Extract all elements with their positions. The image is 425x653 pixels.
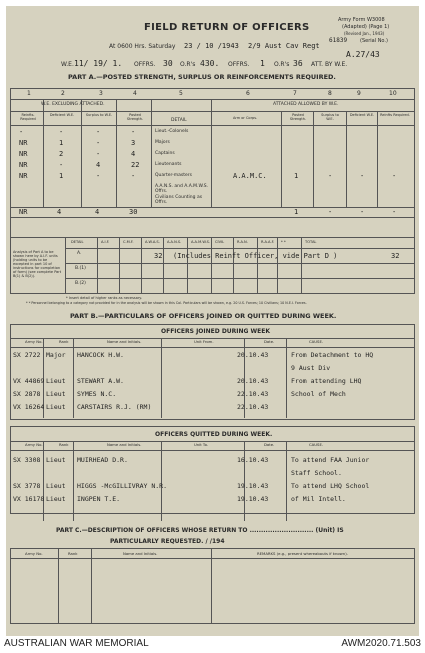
analysis-col-header: A.W.A.S.	[145, 240, 160, 244]
part-c-subtitle: PARTICULARLY REQUESTED. / /194	[110, 538, 225, 545]
analysis-row-a: A.	[77, 251, 82, 256]
return-date: 23 / 10 /1943	[184, 42, 239, 50]
rank: Lieut	[46, 377, 66, 385]
analysis-col-header: * *	[281, 240, 286, 244]
col-header: Date.	[264, 339, 275, 344]
officer-name: STEWART A.W.	[77, 377, 124, 385]
header-posted: Posted Strength.	[126, 113, 144, 121]
date: 22.10.43	[237, 390, 269, 398]
posted-cell: -	[131, 172, 136, 180]
part-c-col-remarks: REMARKS (e.g., present whereabouts if known).	[257, 551, 348, 556]
detail-header: DETAIL	[171, 118, 187, 123]
col-number-3: 3	[99, 90, 103, 97]
rank: Major	[46, 351, 66, 359]
unit-name: 2/9 Aust Cav Regt	[248, 42, 320, 50]
surplus-cell: -	[96, 150, 101, 158]
army-number: VX 16264	[13, 403, 45, 411]
joined-title: OFFICERS JOINED DURING WEEK	[161, 328, 271, 335]
ors-value: 430.	[200, 59, 220, 68]
analysis-col-header: A.A.N.S.	[167, 240, 182, 244]
at-hours-label: At 0600 Hrs. Saturday	[109, 43, 176, 50]
attached-reinfts: -	[392, 172, 397, 180]
reinfts-cell: NR	[19, 161, 28, 169]
rank-detail-label: Quarter-masters	[155, 173, 192, 178]
posted-cell: 22	[131, 161, 140, 169]
ors-label: O.R's	[180, 61, 196, 68]
date: 19.10.43	[237, 495, 269, 503]
group-attached: ATTACHED ALLOWED BY W.E.	[273, 102, 339, 107]
cause: Staff School.	[291, 469, 342, 477]
total-posted: 30	[129, 208, 138, 216]
deficient-cell: 1	[59, 139, 64, 147]
rank-detail-label: Lieutenants	[155, 162, 182, 167]
rank: Lieut	[46, 482, 66, 490]
reinfts-cell: NR	[19, 150, 28, 158]
joined-table	[10, 324, 415, 420]
posted-cell: 4	[131, 150, 136, 158]
footer-institution: AUSTRALIAN WAR MEMORIAL	[4, 638, 149, 649]
col-header: Army No.	[25, 339, 43, 344]
field-return-document	[6, 6, 419, 636]
group-we-excluding: W.E. EXCLUDING ATTACHED.	[41, 102, 105, 107]
posted-cell: 3	[131, 139, 136, 147]
attached-posted: 1	[294, 172, 299, 180]
army-number: SX 2878	[13, 390, 41, 398]
total-deficient: 4	[57, 208, 62, 216]
officer-name: INGPEN T.E.	[77, 495, 121, 503]
army-number: SX 2722	[13, 351, 41, 359]
att-label: ATT. BY W.E.	[311, 61, 348, 68]
col-number-6: 6	[246, 90, 250, 97]
attached-deficient: -	[360, 172, 365, 180]
quitted-table	[10, 426, 415, 514]
ors2-label: O.R's	[274, 61, 290, 68]
surplus-cell: 4	[96, 161, 101, 169]
attached-arm: A.A.M.C.	[233, 172, 267, 180]
col-header: Unit From.	[194, 339, 214, 344]
analysis-aif-value: 32	[154, 252, 163, 260]
deficient-cell: 1	[59, 172, 64, 180]
date: 20.10.43	[237, 377, 269, 385]
analysis-col-header: DETAIL	[71, 240, 84, 244]
army-number: VX 44869	[13, 377, 45, 385]
cause: School of Mech	[291, 390, 346, 398]
col-number-10: 10	[389, 90, 397, 97]
total-att-surplus: -	[328, 208, 333, 216]
army-number: SX 3308	[13, 456, 41, 464]
deficient-cell: 2	[59, 150, 64, 158]
reinfts-cell: NR	[19, 172, 28, 180]
serial-number: 61839	[329, 37, 348, 44]
cause: To attend LHQ School	[291, 482, 370, 490]
analysis-total: 32	[391, 252, 400, 260]
col-header: Name and Initials.	[107, 442, 142, 447]
col-header: CAUSE.	[309, 442, 324, 447]
header-att-posted: Posted Strength.	[289, 113, 307, 121]
footnote-higher-ranks: * Insert detail of higher ranks as necessary.	[66, 296, 142, 300]
col-header: Army No.	[25, 442, 43, 447]
analysis-remark: (Includes Reinft Officer, vide Part D )	[173, 252, 338, 260]
analysis-col-header: R.A.N.	[237, 240, 248, 244]
header-surplus: Surplus to W.E.	[85, 113, 113, 117]
date: 19.10.43	[237, 482, 269, 490]
rank: Lieut	[46, 403, 66, 411]
offrs2-value: 1	[260, 59, 265, 68]
rank: Lieut	[46, 456, 66, 464]
footer-accession: AWM2020.71.503	[341, 638, 421, 649]
form-title: FIELD RETURN OF OFFICERS	[144, 22, 310, 33]
surplus-cell: -	[96, 128, 101, 136]
analysis-col-header: R.A.A.F.	[261, 240, 275, 244]
cause: From attending LHQ	[291, 377, 362, 385]
army-form-adapted: (Adapted) (Page 1)	[342, 24, 390, 30]
we-value: 11/ 19/ 1.	[74, 59, 123, 68]
officer-name: MUIRHEAD D.R.	[77, 456, 128, 464]
analysis-note: Analysis of Part A to be shown here by A.I.F. units (holding units to be excepted in part 10 of instructions for completion of form) (see complete Part B(1) & B(2)).	[13, 250, 62, 279]
ors2-value: 36	[293, 59, 303, 68]
rank: Lieut	[46, 390, 66, 398]
posted-cell: -	[131, 128, 136, 136]
rank: Lieut	[46, 495, 66, 503]
army-form-revised: (Revised Jan., 1943)	[344, 31, 385, 36]
archive-footer	[0, 636, 425, 653]
we-label: W.E.	[61, 61, 74, 68]
officer-name: HANCOCK H.W.	[77, 351, 124, 359]
analysis-row-b1: B.(1)	[75, 266, 86, 271]
header-arm-corps: Arm or Corps.	[233, 116, 258, 120]
cause: To attend FAA Junior	[291, 456, 370, 464]
total-att-posted: 1	[294, 208, 299, 216]
total-surplus: 4	[95, 208, 100, 216]
officer-name: SYMES N.C.	[77, 390, 117, 398]
header-att-deficient: Deficient W.E.	[349, 113, 375, 117]
surplus-cell: -	[96, 139, 101, 147]
officer-name: HIGGS -McGILLIVRAY N.R.	[77, 482, 168, 490]
header-reinfts: Reinfts. Required	[20, 113, 36, 121]
army-number: VX 16178	[13, 495, 45, 503]
part-c-col-name: Name and Initials.	[123, 551, 158, 556]
part-a-table	[10, 88, 415, 238]
cause: From Detachment to HQ	[291, 351, 374, 359]
part-c-table	[10, 548, 415, 624]
total-reinfts: NR	[19, 208, 28, 216]
reference-number: A.27/43	[346, 50, 380, 59]
col-number-1: 1	[27, 90, 31, 97]
col-number-5: 5	[179, 90, 183, 97]
deficient-cell: -	[59, 161, 64, 169]
date: 22.10.43	[237, 403, 269, 411]
col-header: CAUSE.	[309, 339, 324, 344]
analysis-col-header: CIVIL	[215, 240, 225, 244]
col-header: Unit To.	[194, 442, 209, 447]
reinfts-cell: NR	[19, 139, 28, 147]
col-number-9: 9	[357, 90, 361, 97]
analysis-col-header: C.M.F.	[123, 240, 134, 244]
offrs-value: 30	[163, 59, 173, 68]
offrs2-label: OFFRS.	[228, 61, 250, 68]
serial-label: (Serial No.)	[360, 38, 388, 44]
army-form-number: Army Form W3008	[338, 17, 385, 23]
analysis-col-header: TOTAL	[305, 240, 317, 244]
analysis-table	[10, 238, 415, 294]
officer-name: CARSTAIRS R.J. (RM)	[77, 403, 152, 411]
total-att-deficient: -	[360, 208, 365, 216]
army-number: SX 3778	[13, 482, 41, 490]
col-number-8: 8	[328, 90, 332, 97]
col-number-4: 4	[133, 90, 137, 97]
rank-detail-label: A.A.N.S. and A.A.M.W.S. Offrs.	[155, 184, 209, 194]
date: 16.10.43	[237, 456, 269, 464]
quitted-title: OFFICERS QUITTED DURING WEEK.	[155, 431, 273, 438]
part-c-col-army-no: Army No.	[25, 551, 43, 556]
col-header: Date.	[264, 442, 275, 447]
rank-detail-label: Captains	[155, 151, 175, 156]
col-header: Rank	[59, 442, 69, 447]
cause: 9 Aust Div	[291, 364, 331, 372]
deficient-cell: -	[59, 128, 64, 136]
footnote-categories: * * Personnel belonging to a category not provided for in the analysis will be shown in this Col. Particulars will be shown, e.g. 20 U.S. Forces; 10 Civilians; 10 N.E.I. Forces.	[26, 301, 307, 305]
part-b-title: PART B.—PARTICULARS OF OFFICERS JOINED OR QUITTED DURING WEEK.	[70, 312, 337, 320]
analysis-col-header: A.A.M.W.S.	[191, 240, 211, 244]
part-a-title: PART A.—POSTED STRENGTH, SURPLUS OR REINFORCEMENTS REQUIRED.	[68, 73, 336, 81]
col-header: Rank	[59, 339, 69, 344]
date: 20.10.43	[237, 351, 269, 359]
surplus-cell: -	[96, 172, 101, 180]
col-number-2: 2	[61, 90, 65, 97]
col-number-7: 7	[293, 90, 297, 97]
part-c-title: PART C.—DESCRIPTION OF OFFICERS WHOSE RETURN TO ............................ (Unit) IS	[56, 527, 344, 534]
col-header: Name and Initials.	[107, 339, 142, 344]
offrs-label: OFFRS.	[134, 61, 156, 68]
analysis-row-b2: B.(2)	[75, 281, 86, 286]
rank-detail-label: Civilians Counting as Offrs.	[155, 195, 203, 205]
header-deficient: Deficient W.E.	[49, 113, 75, 117]
header-att-surplus: Surplus to W.E.	[321, 113, 339, 121]
rank-detail-label: Lieut.-Colonels	[155, 129, 189, 134]
cause: of Mil Intell.	[291, 495, 346, 503]
part-c-col-rank: Rank	[68, 551, 78, 556]
rank-detail-label: Majors	[155, 140, 170, 145]
total-att-reinfts: -	[392, 208, 397, 216]
attached-surplus: -	[328, 172, 333, 180]
reinfts-cell: -	[19, 128, 24, 136]
header-att-reinfts: Reinfts Required.	[380, 113, 410, 117]
analysis-col-header: A.I.F.	[101, 240, 110, 244]
